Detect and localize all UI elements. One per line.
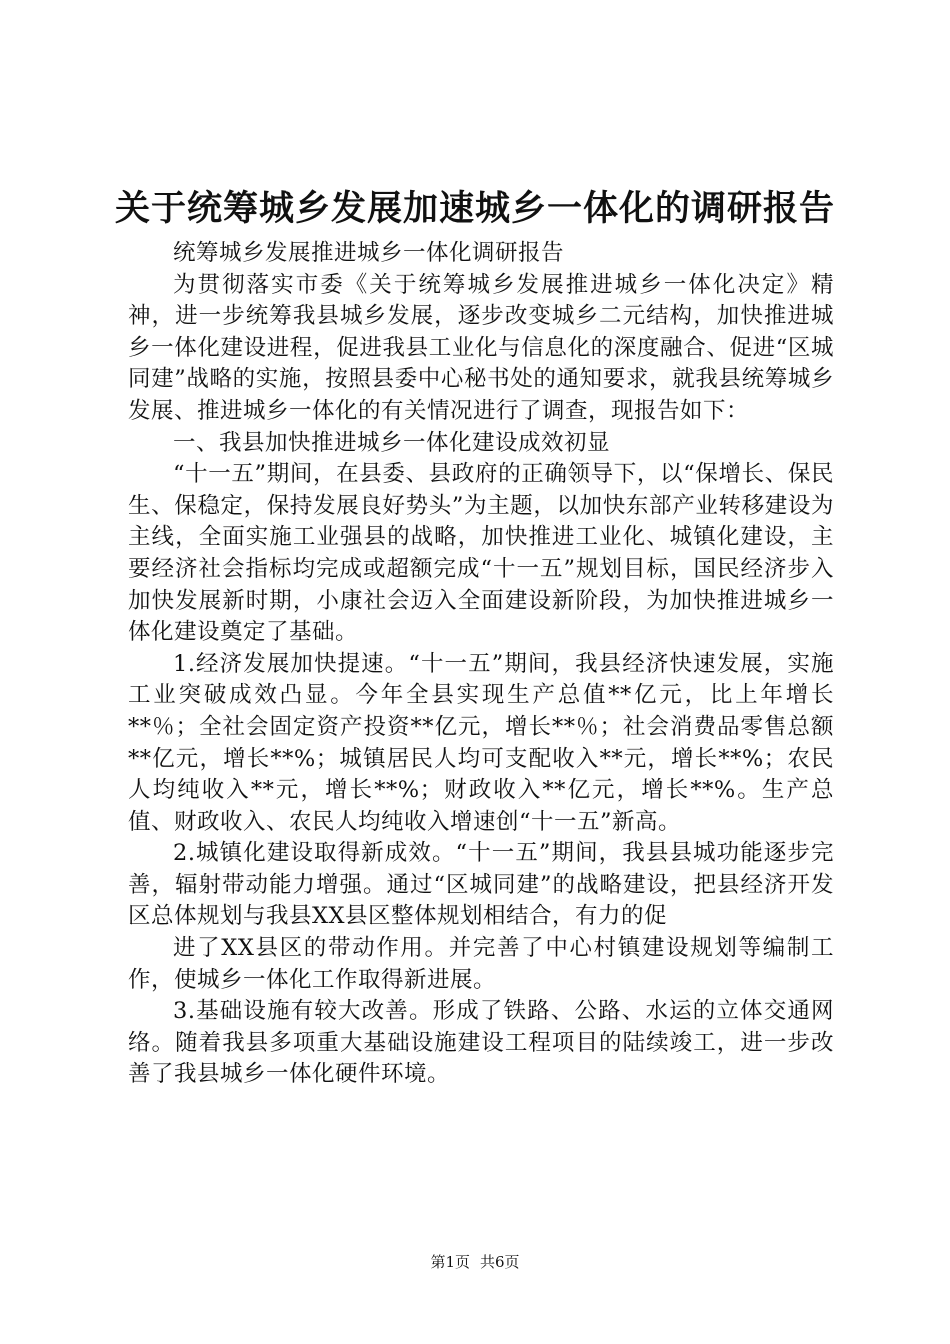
intro-paragraph: 为贯彻落实市委《关于统筹城乡发展推进城乡一体化决定》精神，进一步统筹我县城乡发展，逐步改变城乡二元结构，加快推进城乡一体化建设进程，促进我县工业化与信息化的深度融合、促进“区城同建”战略的实施，按照县委中心秘书处的通知要求，就我县统筹城乡发展、推进城乡一体化的有关情况进行了调查，现报告如下： bbox=[128, 271, 834, 424]
page-number: 第1页 bbox=[430, 1253, 470, 1271]
page-total: 共6页 bbox=[480, 1253, 520, 1271]
document-title: 关于统筹城乡发展加速城乡一体化的调研报告 bbox=[114, 188, 835, 229]
item-urbanization: 2.城镇化建设取得新成效。“十一五”期间，我县县城功能逐步完善，辐射带动能力增强。通过“区城同建”的战略建设，把县经济开发区总体规划与我县XX县区整体规划相结合，有力的促 bbox=[128, 840, 834, 930]
page-footer bbox=[0, 1252, 950, 1272]
document-body bbox=[128, 238, 834, 1091]
body-paragraph: “十一五”期间，在县委、县政府的正确领导下，以“保增长、保民生、保稳定，保持发展良好势头”为主题，以加快东部产业转移建设为主线，全面实施工业强县的战略，加快推进工业化、城镇化建设，主要经济社会指标均完成或超额完成“十一五”规划目标，国民经济步入加快发展新时期，小康社会迈入全面建设新阶段，为加快推进城乡一体化建设奠定了基础。 bbox=[128, 461, 834, 646]
report-subtitle: 统筹城乡发展推进城乡一体化调研报告 bbox=[173, 240, 565, 266]
item-infrastructure: 3.基础设施有较大改善。形成了铁路、公路、水运的立体交通网络。随着我县多项重大基础设施建设工程项目的陆续竣工，进一步改善了我县城乡一体化硬件环境。 bbox=[128, 998, 834, 1088]
item-urbanization-continued: 进了XX县区的带动作用。并完善了中心村镇建设规划等编制工作，使城乡一体化工作取得新进展。 bbox=[128, 935, 834, 993]
item-economic-development: 1.经济发展加快提速。“十一五”期间，我县经济快速发展，实施工业突破成效凸显。今年全县实现生产总值**亿元，比上年增长**％；全社会固定资产投资**亿元，增长**％；社会消费品零售总额**亿元，增长**%；城镇居民人均可支配收入**元，增长**%；农民人均纯收入**元，增长**%；财政收入**亿元，增长**%。生产总值、财政收入、农民人均纯收入增速创“十一五”新高。 bbox=[128, 650, 834, 835]
section-heading-1: 一、我县加快推进城乡一体化建设成效初显 bbox=[173, 429, 611, 456]
